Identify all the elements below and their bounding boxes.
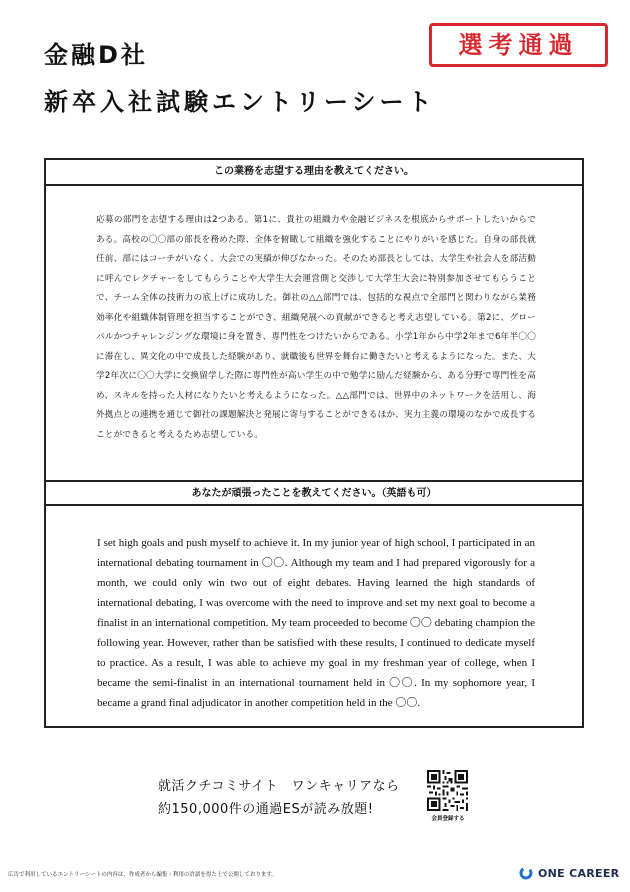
onecareer-logo[interactable]: [519, 866, 619, 880]
question-2-heading: あなたが頑張ったことを教えてください。（英語も可）: [46, 480, 582, 506]
question-2-answer: I set high goals and push myself to achieve it. In my junior year of high school, I participated in an international debating tournament in 〇〇. Although my team and I had prepared vigorously for a month, we could only win two out of eight debates. Having learned the high standards of international debating, I was overcome with the need to improve and set my next goal to become a finalist in an international competition. My team proceeded to become 〇〇 debating champion the following year. However, rather than be satisfied with these results, I continued to dedicate myself to practice. As a result, I was able to achieve my goal in my freshman year of college, when I became the semi-finalist in an international tournament held in 〇〇. In my sophomore year, I became a grand final adjudicator in another competition held in the 〇〇.: [97, 537, 535, 709]
logo-text: ONE CAREER: [538, 866, 620, 880]
question-1-answer: 応募の部門を志望する理由は2つある。第1に、貴社の組織力や金融ビジネスを根底からサポートしたいからである。高校の〇〇部の部長を務めた際、全体を俯瞰して組織を強化することにやりがいを感じた。自身の部長就任前、部にはコーチがいなく、大会での実績が伸びなかった。そのため部長としては、大学生や社会人を部活動に呼んでレクチャーをしてもらうことや大学生大会運営側と交渉して大学生大会に特別参加させてもらうことで、チーム全体の技術力の底上げに成功した。御社の△△部門では、包括的な視点で全部門と関わりながら業務効率化や組織体制管理を担当することができ、組織発展への貢献ができると考え志望している。第2に、グローバルかつチャレンジングな環境に身を置き、専門性をつけたいからである。小学1年から中学2年まで6年半〇〇に滞在し、異文化の中で成長した経験があり、就職後も世界を舞台に働きたいと考えるようになった。また、大学2年次に〇〇大学に交換留学した際に専門性が高い学生の中で勉学に励んだ経験から、ある分野で専門性を高め、スキルを持った人材になりたいと考えるようになった。△△部門では、世界中のネットワークを活用し、海外拠点との連携を通じて御社の課題解決と発展に寄与することができるほか、実力主義の環境のなかで成長することができると考えるため志望している。: [96, 215, 536, 440]
entry-sheet-box: [44, 158, 584, 728]
promo-line-1: 就活クチコミサイト ワンキャリアなら: [158, 779, 400, 794]
onecareer-logo-icon: [519, 866, 533, 880]
disclaimer-text: 広告で利用しているエントリーシートの内容は、作成者から編集・利用の許諾を得た上で公開しております。: [8, 872, 277, 878]
promo-line-2: 約150,000件の通過ESが読み放題!: [158, 802, 374, 817]
qr-code-icon[interactable]: [427, 770, 468, 811]
company-name: 金融D社: [44, 41, 148, 69]
passed-stamp: 選考通過: [429, 23, 608, 67]
promo-text: [158, 775, 400, 821]
document-title: 新卒入社試験エントリーシート: [44, 88, 436, 116]
qr-register-label: 会員登録する: [431, 816, 465, 822]
question-1-heading: この業務を志望する理由を教えてください。: [46, 160, 582, 186]
